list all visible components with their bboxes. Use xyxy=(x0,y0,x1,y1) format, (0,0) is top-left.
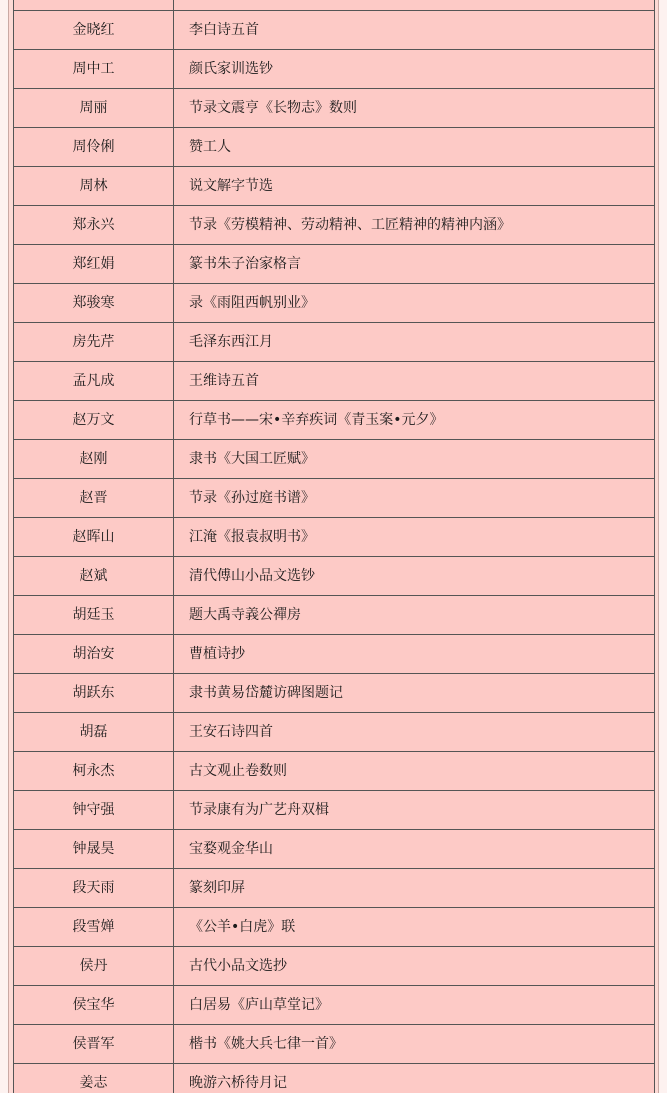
table-row xyxy=(14,986,655,1025)
author-name-cell: 周丽 xyxy=(14,89,174,128)
table-row xyxy=(14,1064,655,1093)
table-row xyxy=(14,596,655,635)
author-name-cell: 赵万文 xyxy=(14,401,174,440)
table-row xyxy=(14,167,655,206)
author-name-cell: 孟凡成 xyxy=(14,362,174,401)
author-name-cell: 赵斌 xyxy=(14,557,174,596)
author-name-cell xyxy=(14,0,174,11)
author-name-cell: 郑骏寒 xyxy=(14,284,174,323)
table-row xyxy=(14,323,655,362)
works-table-body xyxy=(14,0,655,1093)
work-title-cell xyxy=(174,0,655,11)
work-title-cell: 毛泽东西江月 xyxy=(174,323,655,362)
table-row xyxy=(14,635,655,674)
work-title-cell: 篆刻印屏 xyxy=(174,869,655,908)
work-title-cell: 白居易《庐山草堂记》 xyxy=(174,986,655,1025)
table-row xyxy=(14,362,655,401)
table-row xyxy=(14,206,655,245)
work-title-cell: 江淹《报袁叔明书》 xyxy=(174,518,655,557)
table-row xyxy=(14,284,655,323)
table-row xyxy=(14,245,655,284)
work-title-cell: 曹植诗抄 xyxy=(174,635,655,674)
table-row xyxy=(14,713,655,752)
author-name-cell: 胡跃东 xyxy=(14,674,174,713)
author-name-cell: 钟晟昊 xyxy=(14,830,174,869)
work-title-cell: 《公羊•白虎》联 xyxy=(174,908,655,947)
author-name-cell: 钟守强 xyxy=(14,791,174,830)
author-name-cell: 周林 xyxy=(14,167,174,206)
work-title-cell: 颜氏家训选钞 xyxy=(174,50,655,89)
work-title-cell: 篆书朱子治家格言 xyxy=(174,245,655,284)
table-row xyxy=(14,11,655,50)
work-title-cell: 节录《孙过庭书谱》 xyxy=(174,479,655,518)
author-name-cell: 郑永兴 xyxy=(14,206,174,245)
work-title-cell: 赞工人 xyxy=(174,128,655,167)
author-name-cell: 侯晋军 xyxy=(14,1025,174,1064)
table-row xyxy=(14,128,655,167)
author-name-cell: 侯丹 xyxy=(14,947,174,986)
table-row xyxy=(14,50,655,89)
author-name-cell: 胡磊 xyxy=(14,713,174,752)
works-table xyxy=(13,0,655,1093)
table-row xyxy=(14,947,655,986)
work-title-cell: 王维诗五首 xyxy=(174,362,655,401)
work-title-cell: 晚游六桥待月记 xyxy=(174,1064,655,1093)
table-row xyxy=(14,869,655,908)
work-title-cell: 清代傅山小品文选钞 xyxy=(174,557,655,596)
author-name-cell: 胡廷玉 xyxy=(14,596,174,635)
author-name-cell: 赵晖山 xyxy=(14,518,174,557)
work-title-cell: 宝婺观金华山 xyxy=(174,830,655,869)
table-row xyxy=(14,557,655,596)
author-name-cell: 段天雨 xyxy=(14,869,174,908)
table-row xyxy=(14,479,655,518)
work-title-cell: 古文观止卷数则 xyxy=(174,752,655,791)
table-row xyxy=(14,518,655,557)
table-row xyxy=(14,89,655,128)
author-name-cell: 姜志 xyxy=(14,1064,174,1093)
page-frame xyxy=(8,0,659,1093)
work-title-cell: 行草书——宋•辛弃疾词《青玉案•元夕》 xyxy=(174,401,655,440)
author-name-cell: 周中工 xyxy=(14,50,174,89)
work-title-cell: 隶书黄易岱麓访碑图题记 xyxy=(174,674,655,713)
table-row xyxy=(14,830,655,869)
table-row xyxy=(14,0,655,11)
author-name-cell: 胡治安 xyxy=(14,635,174,674)
work-title-cell: 楷书《姚大兵七律一首》 xyxy=(174,1025,655,1064)
author-name-cell: 周伶俐 xyxy=(14,128,174,167)
work-title-cell: 节录康有为广艺舟双楫 xyxy=(174,791,655,830)
work-title-cell: 题大禹寺義公禪房 xyxy=(174,596,655,635)
table-row xyxy=(14,908,655,947)
table-row xyxy=(14,401,655,440)
table-row xyxy=(14,674,655,713)
table-row xyxy=(14,440,655,479)
author-name-cell: 侯宝华 xyxy=(14,986,174,1025)
table-row xyxy=(14,1025,655,1064)
author-name-cell: 段雪婵 xyxy=(14,908,174,947)
work-title-cell: 王安石诗四首 xyxy=(174,713,655,752)
work-title-cell: 录《雨阻西帆别业》 xyxy=(174,284,655,323)
work-title-cell: 隶书《大国工匠赋》 xyxy=(174,440,655,479)
author-name-cell: 柯永杰 xyxy=(14,752,174,791)
work-title-cell: 李白诗五首 xyxy=(174,11,655,50)
table-row xyxy=(14,752,655,791)
author-name-cell: 金晓红 xyxy=(14,11,174,50)
work-title-cell: 节录《劳模精神、劳动精神、工匠精神的精神内涵》 xyxy=(174,206,655,245)
author-name-cell: 郑红娟 xyxy=(14,245,174,284)
work-title-cell: 古代小品文选抄 xyxy=(174,947,655,986)
work-title-cell: 节录文震亨《长物志》数则 xyxy=(174,89,655,128)
table-row xyxy=(14,791,655,830)
author-name-cell: 赵刚 xyxy=(14,440,174,479)
author-name-cell: 房先芹 xyxy=(14,323,174,362)
work-title-cell: 说文解字节选 xyxy=(174,167,655,206)
author-name-cell: 赵晋 xyxy=(14,479,174,518)
